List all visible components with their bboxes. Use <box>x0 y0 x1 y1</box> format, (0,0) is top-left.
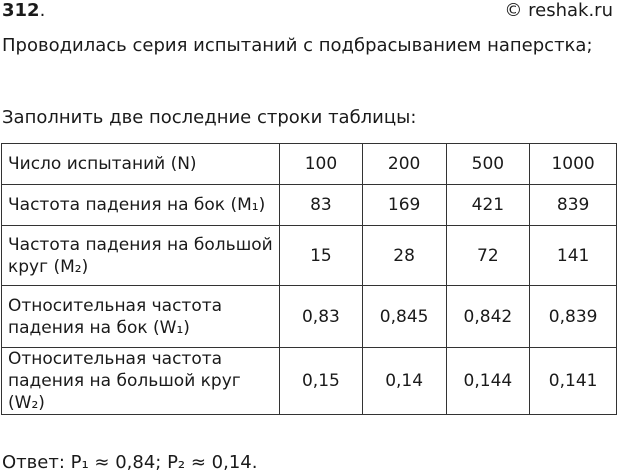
table-cell: 0,839 <box>530 286 617 348</box>
problem-number-value: 312 <box>2 0 40 21</box>
row-label: Относительная частота падения на бок (W₁) <box>2 286 280 348</box>
table-cell: 0,144 <box>446 348 530 415</box>
row-label: Относительная частота падения на большой круг (W₂) <box>2 348 280 415</box>
problem-number <box>2 0 45 21</box>
table-cell: 1000 <box>530 144 617 185</box>
table-cell: 0,845 <box>362 286 446 348</box>
table-cell: 0,141 <box>530 348 617 415</box>
table-cell: 500 <box>446 144 530 185</box>
table-cell: 72 <box>446 226 530 286</box>
intro-text: Проводилась серия испытаний с подбрасыванием наперстка; <box>2 35 593 56</box>
table-row <box>2 286 617 348</box>
table-cell: 200 <box>362 144 446 185</box>
brand-watermark: © reshak.ru <box>504 0 613 21</box>
table-cell: 15 <box>280 226 363 286</box>
table-cell: 169 <box>362 185 446 226</box>
problem-number-dot: . <box>39 0 46 21</box>
table-row <box>2 348 617 415</box>
table-cell: 0,83 <box>280 286 363 348</box>
row-label: Частота падения на бок (M₁) <box>2 185 280 226</box>
table-cell: 100 <box>280 144 363 185</box>
table-row <box>2 185 617 226</box>
answer-text: Ответ: P₁ ≈ 0,84; P₂ ≈ 0,14. <box>2 452 258 473</box>
table-row <box>2 144 617 185</box>
table-cell: 0,842 <box>446 286 530 348</box>
table-cell: 0,14 <box>362 348 446 415</box>
task-text: Заполнить две последние строки таблицы: <box>2 107 417 128</box>
table-cell: 141 <box>530 226 617 286</box>
table-cell: 28 <box>362 226 446 286</box>
row-label: Частота падения на большой круг (M₂) <box>2 226 280 286</box>
row-label: Число испытаний (N) <box>2 144 280 185</box>
table-cell: 0,15 <box>280 348 363 415</box>
data-table <box>1 143 617 415</box>
table-cell: 421 <box>446 185 530 226</box>
table-row <box>2 226 617 286</box>
table-cell: 83 <box>280 185 363 226</box>
table-cell: 839 <box>530 185 617 226</box>
